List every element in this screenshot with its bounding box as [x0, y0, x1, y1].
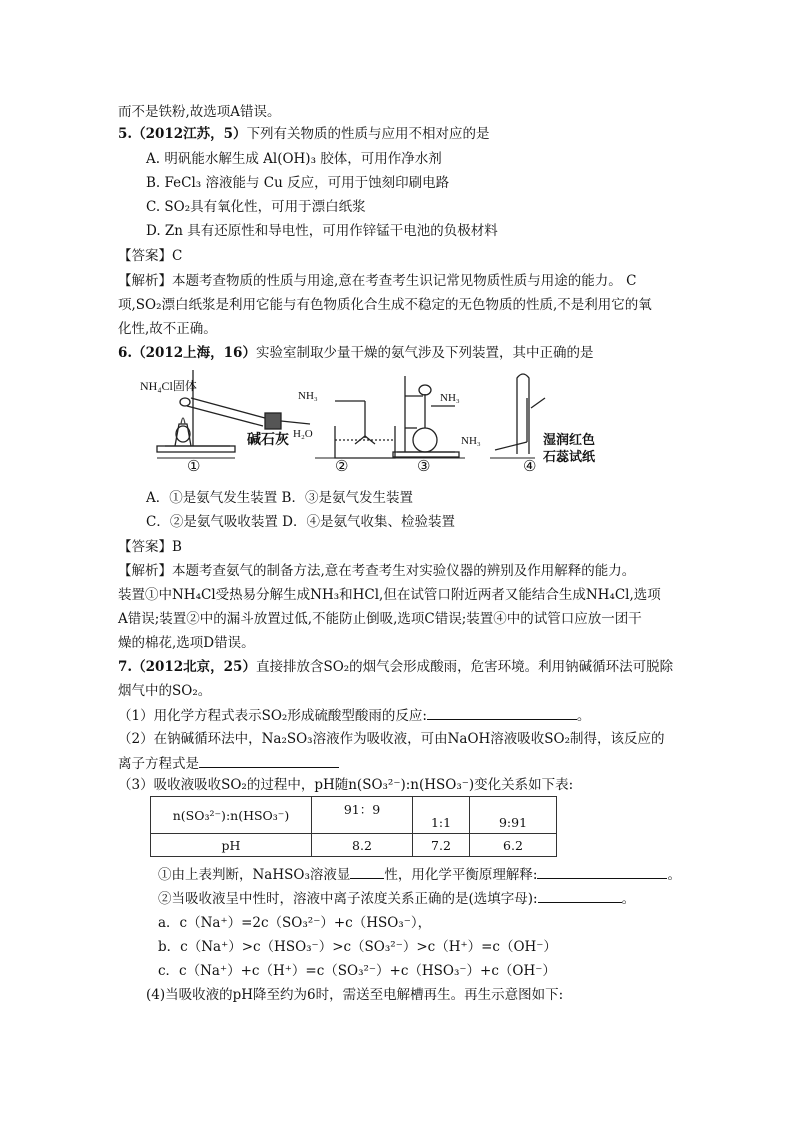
question-number: 7.（2012北京，25）: [118, 659, 256, 675]
question-text: 直接排放含SO₂的烟气会形成酸雨，危害环境。利用钠碱循环法可脱除: [255, 659, 674, 675]
apparatus-4: [495, 374, 545, 454]
analysis-line: 【解析】本题考查氨气的制备方法,意在考查考生对实验仪器的辨别及作用解释的能力。: [118, 563, 636, 579]
label-nh3-3: NH₃: [461, 435, 481, 447]
answer-blank[interactable]: [537, 864, 667, 879]
table-cell: 6.2: [470, 834, 557, 857]
table-header: n(SO₃²⁻):n(HSO₃⁻): [151, 797, 312, 834]
option-c: C. SO₂具有氧化性，可用于漂白纸浆: [146, 199, 366, 215]
option-a: A. 明矾能水解生成 Al(OH)₃ 胶体，可用作净水剂: [146, 151, 442, 167]
option-b: B. FeCl₃ 溶液能与 Cu 反应，可用于蚀刻印刷电路: [146, 175, 450, 191]
label-nh3-2: NH₃: [440, 392, 460, 404]
table-cell: 91：9: [312, 797, 413, 834]
question-number: 5.（2012江苏，5）: [118, 126, 247, 142]
analysis-line: 装置①中NH₄Cl受热易分解生成NH₃和HCl,但在试管口附近两者又能结合生成NH₄Cl,选项: [118, 587, 661, 603]
analysis-line: A错误;装置②中的漏斗放置过低,不能防止倒吸,选项C错误;装置④中的试管口应放一团干: [118, 611, 642, 627]
table-row: [151, 797, 557, 834]
question-7: [118, 657, 673, 677]
answer-blank[interactable]: [199, 753, 339, 768]
option-d: D. Zn 具有还原性和导电性，可用作锌锰干电池的负极材料: [146, 223, 498, 239]
answer-blank[interactable]: [350, 864, 384, 879]
label-h2o: H₂O: [293, 428, 313, 440]
choice-a: a．c（Na⁺）=2c（SO₃²⁻）+c（HSO₃⁻），: [158, 915, 432, 931]
label-litmus-1: 湿润红色: [543, 432, 596, 447]
question-number: 6.（2012上海，16）: [118, 345, 256, 361]
subquestion-2: （2）在钠碱循环法中，Na₂SO₃溶液作为吸收液，可由NaOH溶液吸收SO₂制得，该反应的: [118, 731, 665, 747]
options-cd: C．②是氨气吸收装置 D．④是氨气收集、检验装置: [146, 514, 455, 530]
label-lime: 碱石灰: [247, 433, 289, 448]
label-apparatus-4: ④: [523, 459, 537, 475]
answer-blank[interactable]: [427, 705, 577, 720]
question-5: [118, 124, 490, 144]
choice-b: b．c（Na⁺）>c（HSO₃⁻）>c（SO₃²⁻）>c（H⁺）=c（OH⁻）: [158, 939, 557, 955]
subquestion-2-cont: 离子方程式是: [118, 753, 339, 774]
table-cell: 1:1: [413, 797, 470, 834]
apparatus-figure: [135, 368, 645, 480]
subquestion-1: （1）用化学方程式表示SO₂形成硫酸型酸雨的反应: 。: [118, 705, 590, 726]
analysis-line: 化性,故不正确。: [118, 321, 217, 337]
answer-blank[interactable]: [538, 888, 622, 903]
question-6: [118, 343, 593, 363]
subquestion-4: (4)当吸收液的pH降至约为6时，需送至电解槽再生。再生示意图如下:: [146, 987, 564, 1003]
label-apparatus-3: ③: [417, 459, 431, 475]
ph-table: [150, 796, 557, 857]
label-apparatus-2: ②: [335, 459, 349, 475]
answer: 【答案】C: [118, 248, 183, 264]
question-text: 烟气中的SO₂。: [118, 683, 212, 699]
apparatus-2: [335, 401, 395, 458]
label-litmus-2: 石蕊试纸: [543, 449, 596, 464]
analysis-line: 燥的棉花,选项D错误。: [118, 635, 255, 651]
analysis-line: 项,SO₂漂白纸浆是利用它能与有色物质化合生成不稳定的无色物质的性质,不是利用它的氧: [118, 297, 652, 313]
apparatus-3: [393, 376, 459, 457]
table-cell: 9:91: [470, 797, 557, 834]
subquestion-3-ii: ②当吸收液呈中性时，溶液中离子浓度关系正确的是(选填字母): 。: [158, 888, 635, 909]
text-line: 而不是铁粉,故选项A错误。: [118, 104, 281, 120]
question-text: 实验室制取少量干燥的氨气涉及下列装置，其中正确的是: [255, 345, 594, 361]
label-nh3-1: NH₃: [298, 390, 318, 402]
table-row: [151, 834, 557, 857]
table-row-label: pH: [151, 834, 312, 857]
table-cell: 7.2: [413, 834, 470, 857]
answer: 【答案】B: [118, 539, 182, 555]
table-cell: 8.2: [312, 834, 413, 857]
options-ab: A．①是氨气发生装置 B．③是氨气发生装置: [146, 490, 413, 506]
label-apparatus-1: ①: [187, 459, 201, 475]
subquestion-3-i: ①由上表判断，NaHSO₃溶液显 性，用化学平衡原理解释: 。: [158, 864, 681, 885]
choice-c: c．c（Na⁺）+c（H⁺）=c（SO₃²⁻）+c（HSO₃⁻）+c（OH⁻）: [158, 963, 556, 979]
analysis-line: 【解析】本题考查物质的性质与用途,意在考查考生识记常见物质性质与用途的能力。 C: [118, 273, 637, 289]
subquestion-3: （3）吸收液吸收SO₂的过程中，pH随n(SO₃²⁻):n(HSO₃⁻)变化关系如下表:: [118, 777, 574, 793]
label-nh4cl: NH₄Cl固体: [140, 379, 197, 393]
question-text: 下列有关物质的性质与应用不相对应的是: [246, 126, 490, 142]
